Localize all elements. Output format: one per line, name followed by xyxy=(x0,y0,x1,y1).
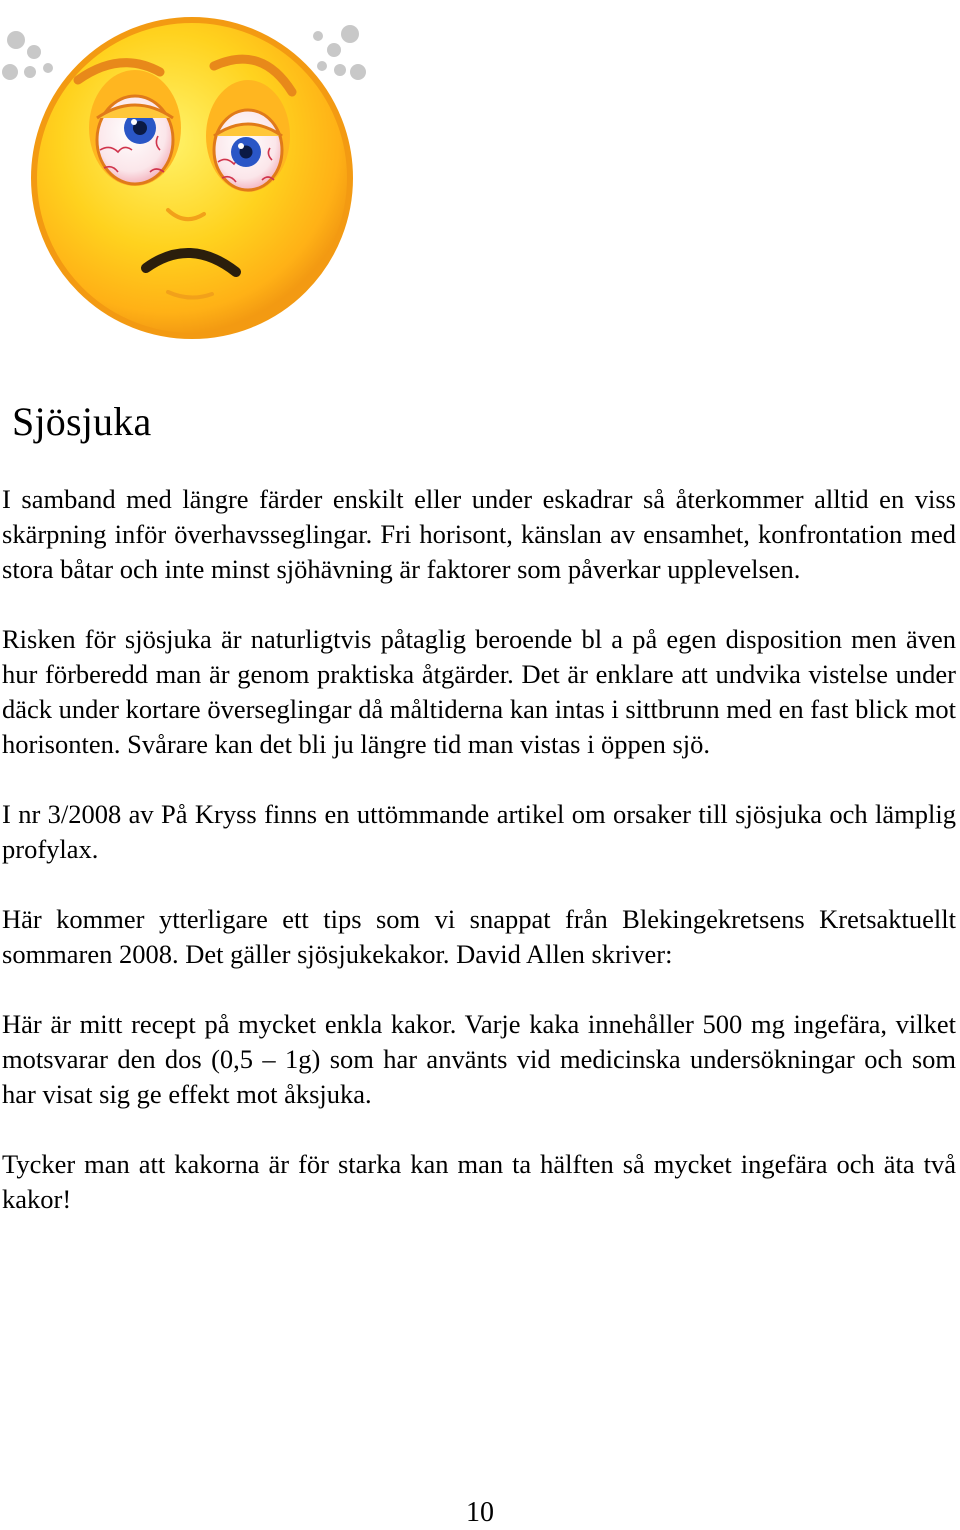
article-body xyxy=(2,482,956,1252)
dizzy-dots-left xyxy=(2,31,53,80)
page-number: 10 xyxy=(466,1497,494,1528)
paragraph: I nr 3/2008 av På Kryss finns en uttömmande artikel om orsaker till sjösjuka och lämplig profylax. xyxy=(2,799,956,864)
paragraph: Här kommer ytterligare ett tips som vi snappat från Blekingekretsens Kretsaktuellt sommaren 2008. Det gäller sjösjukekakor. David Allen skriver: xyxy=(2,904,956,969)
paragraph: Risken för sjösjuka är naturligtvis påtaglig beroende bl a på egen disposition men även hur förberedd man är genom praktiska åtgärder. Det är enklare att undvika vistelse under däck under kortare överseglingar då måltiderna kan intas i sittbrunn med en fast blick mot horisonten. Svårare kan det bli ju längre tid man vistas i öppen sjö. xyxy=(2,624,956,759)
paragraph: Här är mitt recept på mycket enkla kakor. Varje kaka innehåller 500 mg ingefära, vilket motsvarar den dos (0,5 – 1g) som har använts vid medicinska undersökningar och som har visat sig ge effekt mot åksjuka. xyxy=(2,1009,956,1109)
dizzy-dots-right xyxy=(313,25,366,80)
paragraph: Tycker man att kakorna är för starka kan man ta hälften så mycket ingefära och äta två kakor! xyxy=(2,1149,956,1214)
paragraph: I samband med längre färder enskilt eller under eskadrar så återkommer alltid en viss skärpning inför överhavsseglingar. Fri horisont, känslan av ensamhet, konfrontation med stora båtar och inte minst sjöhävning är faktorer som påverkar upplevelsen. xyxy=(2,484,956,584)
seasick-face-icon xyxy=(0,0,380,350)
page-title: Sjösjuka xyxy=(12,399,152,444)
